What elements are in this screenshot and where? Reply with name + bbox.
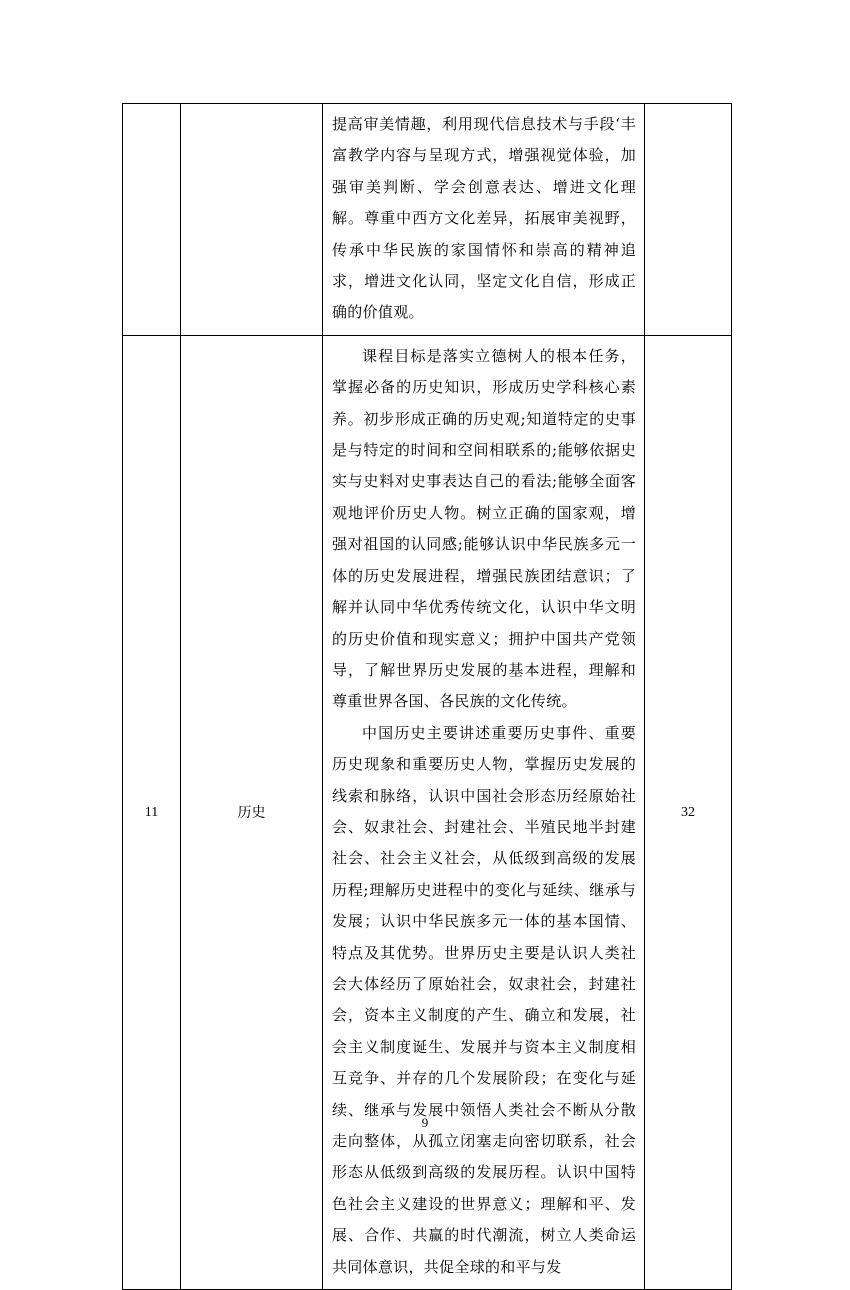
page-number: 9 xyxy=(421,1115,429,1130)
description-cell xyxy=(323,104,645,336)
hours-cell xyxy=(645,104,732,336)
table-row xyxy=(123,335,732,1289)
table-row xyxy=(123,104,732,336)
description-paragraph: 课程目标是落实立德树人的根本任务，掌握必备的历史知识，形成历史学科核心素养。初步形成正确的历史观;知道特定的史事是与特定的时间和空间相联系的;能够依据史实与史料对史事表达自己的看法;能够全面客观地评价历史人物。树立正确的国家观，增强对祖国的认同感;能够认识中华民族多元一体的历史发展进程，增强民族团结意识；了解并认同中华优秀传统文化，认识中华文明的历史价值和现实意义；拥护中国共产党领导，了解世界历史发展的基本进程，理解和尊重世界各国、各民族的文化传统。 xyxy=(332,346,636,711)
subject-cell xyxy=(181,335,323,1289)
curriculum-table xyxy=(122,103,732,1290)
description-cell xyxy=(323,335,645,1289)
hours-cell xyxy=(645,335,732,1289)
description-paragraph: 中国历史主要讲述重要历史事件、重要历史现象和重要历史人物，掌握历史发展的线索和脉络，认识中国社会形态历经原始社会、奴隶社会、封建社会、半殖民地半封建社会、社会主义社会，从低级到高级的发展历程;理解历史进程中的变化与延续、继承与发展；认识中华民族多元一体的基本国情、特点及其优势。世界历史主要是认识人类社会大体经历了原始社会，奴隶社会，封建社会，资本主义制度的产生、确立和发展，社会主义制度诞生、发展并与资本主义制度相互竞争、并存的几个发展阶段；在变化与延续、继承与发展中领悟人类社会不断从分散走向整体，从孤立闭塞走向密切联系，社会形态从低级到高级的发展历程。认识中国特色社会主义建设的世界意义；理解和平、发展、合作、共赢的时代潮流，树立人类命运共同体意识，共促全球的和平与发 xyxy=(332,723,636,1276)
row-number: 11 xyxy=(144,804,159,820)
class-hours: 32 xyxy=(681,804,695,820)
subject-cell xyxy=(181,104,323,336)
description-paragraph: 提高审美情趣，利用现代信息技术与手段‘丰富教学内容与呈现方式，增强视觉体验，加强审美判断、学会创意表达、增进文化理解。尊重中西方文化差异，拓展审美视野，传承中华民族的家国情怀和崇高的精神追求，增进文化认同，坚定文化自信，形成正确的价值观。 xyxy=(332,115,636,322)
subject-name: 历史 xyxy=(237,805,266,822)
row-number-cell xyxy=(123,335,181,1289)
row-number-cell xyxy=(123,104,181,336)
